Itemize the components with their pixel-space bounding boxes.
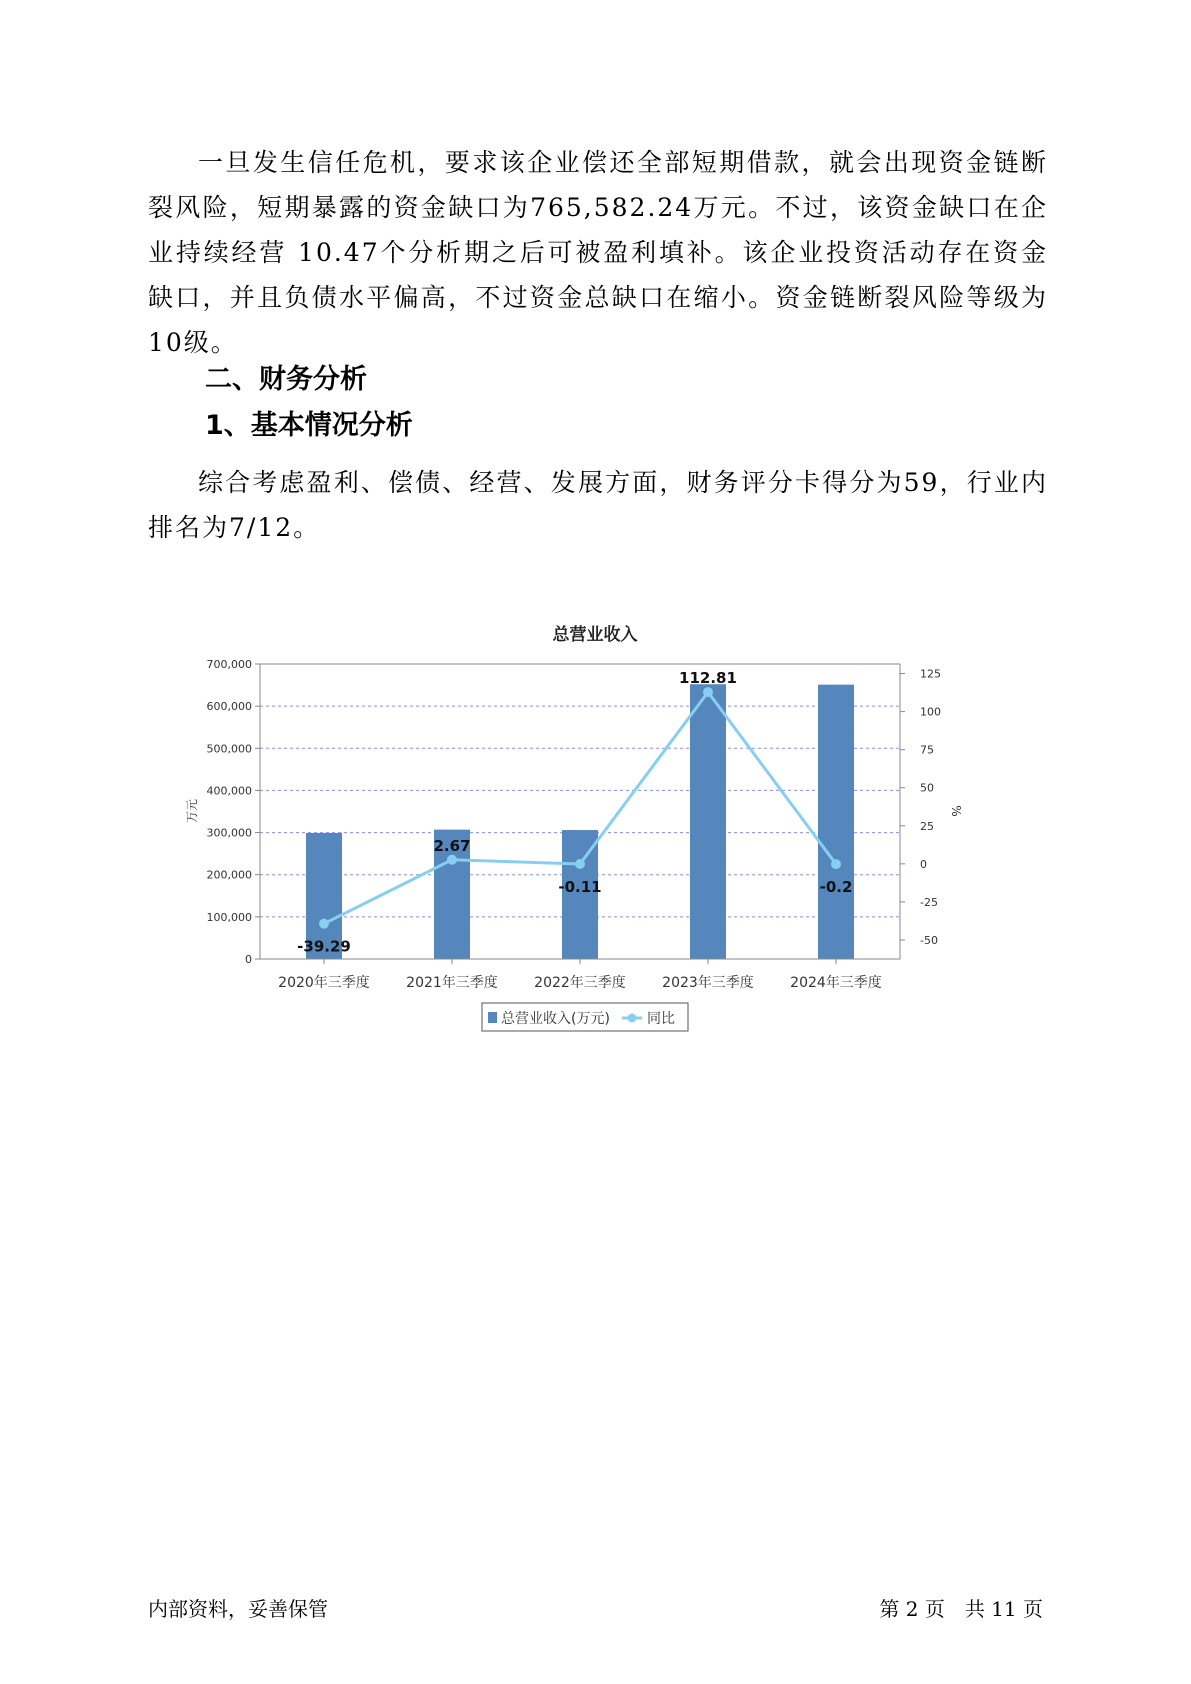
footer-confidential: 内部资料，妥善保管 — [148, 1597, 328, 1621]
legend-line-label: 同比 — [647, 1011, 675, 1027]
y-tick-label: 600,000 — [206, 700, 252, 714]
yoy-point — [447, 855, 457, 865]
y-tick-label: 700,000 — [206, 658, 252, 671]
subsection-heading: 1、基本情况分析 — [205, 410, 413, 441]
revenue-bar — [818, 685, 854, 959]
x-tick-label: 2023年三季度 — [662, 975, 754, 991]
revenue-bar — [690, 684, 726, 959]
legend-bar-swatch — [488, 1012, 497, 1023]
y2-tick-label: -25 — [920, 895, 938, 909]
y-axis-label: 万元 — [185, 798, 199, 824]
yoy-data-label: 112.81 — [679, 669, 737, 688]
footer-page-number: 第 2 页 共 11 页 — [879, 1597, 1043, 1621]
y2-tick-label: 50 — [920, 781, 934, 795]
yoy-data-label: -39.29 — [297, 937, 351, 956]
legend-bar-label: 总营业收入(万元) — [501, 1011, 610, 1027]
yoy-data-label: -0.11 — [558, 878, 602, 897]
section-heading: 二、财务分析 — [205, 364, 367, 395]
y2-tick-label: -50 — [920, 933, 938, 947]
y2-axis-label: % — [949, 805, 963, 817]
chart-legend — [482, 1003, 688, 1031]
x-tick-label: 2021年三季度 — [406, 975, 498, 991]
legend-line-marker — [628, 1014, 637, 1023]
x-tick-label: 2022年三季度 — [534, 975, 626, 991]
x-tick-label: 2024年三季度 — [790, 975, 882, 991]
yoy-point — [703, 687, 713, 697]
y2-tick-label: 0 — [920, 857, 927, 871]
y-tick-label: 300,000 — [206, 826, 252, 840]
paragraph-score-summary: 综合考虑盈利、偿债、经营、发展方面，财务评分卡得分为59，行业内排名为7/12。 — [148, 468, 1048, 542]
revenue-chart — [170, 615, 1020, 1075]
y-tick-label: 0 — [245, 953, 252, 966]
y-tick-label: 400,000 — [206, 784, 252, 798]
paragraph-funding-gap: 一旦发生信任危机，要求该企业偿还全部短期借款，就会出现资金链断裂风险，短期暴露的资金缺口为765,582.24万元。不过，该资金缺口在企业持续经营 10.47个分析期之后可被盈利填补。该企业投资活动存在资金缺口，并且负债水平偏高，不过资金总缺口在缩小。资金链断裂风险等级为10级。 — [148, 148, 1048, 357]
yoy-point — [319, 919, 329, 929]
yoy-data-label: -0.2 — [819, 878, 853, 897]
y2-tick-label: 125 — [920, 667, 941, 681]
yoy-data-label: 2.67 — [433, 836, 471, 855]
y-tick-label: 100,000 — [206, 910, 252, 924]
y2-tick-label: 100 — [920, 705, 941, 719]
y-tick-label: 200,000 — [206, 868, 252, 882]
x-tick-label: 2020年三季度 — [278, 975, 370, 991]
yoy-point — [575, 859, 585, 869]
y2-tick-label: 75 — [920, 743, 934, 757]
y-tick-label: 500,000 — [206, 742, 252, 756]
chart-title: 总营业收入 — [552, 625, 638, 645]
yoy-point — [831, 859, 841, 869]
y2-tick-label: 25 — [920, 819, 934, 833]
